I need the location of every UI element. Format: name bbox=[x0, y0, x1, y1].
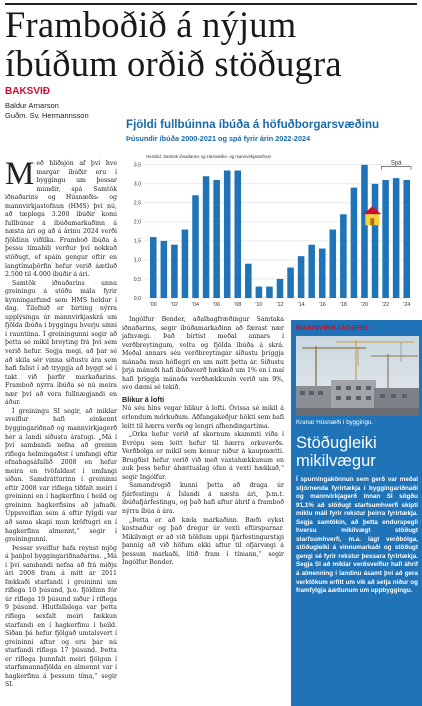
sidebar-body: Í spurningakönnun sem gerð var meðal stjórnenda fyrirtækja í byggingariðnaði og mannvirkjagerð innan SI sögðu 91,1% að stöðugt starfsumhverfi skipti miklu máli fyrir rekstur þeirra fyrirtækja. Segja samtökin, að þetta endurspegli hversu mikilvægt stöðugt starfsumhverfi, m.a. lágt verðbólga, stöðugleiki á vinnumarkaði og stöðugt gengi sé fyrir rekstur þessara fyrirtækja. Segja SI að miklar verðsveiflur hafi áhrif á almenning í landinu ásamt því að gera verktökum erfitt um vik að setja niður og framfylgja áætlunum um uppbyggingu. bbox=[296, 476, 418, 595]
byline-author-1: Baldur Arnarson bbox=[5, 101, 59, 110]
x-tick-label: '14 bbox=[297, 302, 305, 308]
housing-chart bbox=[122, 115, 418, 312]
bylines bbox=[5, 101, 89, 121]
chart-subtitle: Þúsundir íbúða 2000-2021 og spá fyrir árin 2022-2024 bbox=[126, 134, 311, 143]
section-tag: BAKSVIÐ bbox=[5, 86, 51, 97]
bar-2024 bbox=[403, 180, 410, 298]
x-tick-label: '16 bbox=[318, 302, 326, 308]
bar-2014 bbox=[298, 256, 305, 298]
bar-2013 bbox=[287, 268, 294, 298]
x-tick-label: '24 bbox=[403, 302, 411, 308]
x-tick-label: '18 bbox=[339, 302, 347, 308]
bar-2016 bbox=[319, 249, 326, 298]
bar-2009 bbox=[245, 264, 252, 298]
y-tick-label: 1,0 bbox=[133, 257, 141, 264]
sidebar-title-line-1: Stöðugleiki bbox=[296, 434, 377, 452]
headline-line-2: íbúðum orðið stöðugra bbox=[5, 43, 342, 84]
paragraph: Samtök iðnaðarins unnu greiningu á stöðu mála fyrir kynningarfund sem HMS heldur í dag. Tilefnið er birting nýrra upplýsinga úr mannvirkjaskrá um fjölda íbúða í byggingu hverju sinni í rauntíma. Í greiningunni segir að þetta sé mikil breyting frá því sem verið hefur. Segja megi, að þar sé að skila sér vinna síðustu ára sem hafi falist í að tryggja að byggt sé í takt við þarfir markaðarins. Framboð nýrra íbúða sé nú meira nær því að vera fullnægjandi en áður. bbox=[5, 279, 117, 407]
x-tick-label: '06 bbox=[213, 302, 221, 308]
x-tick-label: '08 bbox=[234, 302, 242, 308]
x-tick-label: '20 bbox=[360, 302, 368, 308]
paragraph: Þessar sveiflur hafa reynst mjög á þanþol byggingariðnaðarins. „Má í því sambandi nefna að frá miðju ári 2008 fram á mitt ár 2011 fækkaði starfandi í greininni um ríflega 10 þúsund, þ.e. fjöldinn fór úr ríflega 19 þúsund niður í ríflega 9 þúsund. Hlutfallslega var þetta ríflega sexfalt meiri fækkun starfandi en í hagkerfinu í heild. Síðan þá hefur fjölgað umtalsvert í greininni aftur og eru þar nú starfandi ríflega 17 þúsund. Þetta er ríflega þunnfalt meiri fjölgun í starfsmannafjölda en almennt var í hagkerfinu á þessum tíma,“ segir SI. bbox=[5, 544, 117, 689]
bar-2017 bbox=[330, 230, 337, 299]
bar-2008 bbox=[234, 171, 241, 298]
x-tick-label: '04 bbox=[192, 302, 200, 308]
headline bbox=[5, 5, 419, 83]
bar-2020 bbox=[361, 165, 368, 298]
paragraph: „Þetta er að kæla markaðinn. Bæði eykst kostnaður og það dregur úr vexti eftirspurnar. Mikilvægt er að við höldum uppi fjárfestingarstigi þannig að við höfum ekki aftur til ofjárvægi á þessum markaði, lítið fram í tímann,“ segir Ingólfur Bender. bbox=[122, 516, 284, 567]
subheading: Blikur á lofti bbox=[122, 394, 165, 404]
drop-cap: M bbox=[5, 156, 35, 192]
bar-2001 bbox=[161, 241, 168, 298]
byline-author-2: Guðm. Sv. Hermannsson bbox=[5, 111, 89, 120]
paragraph: Nú séu hins vegar blikur á lofti. Óvissa sé mikil á erlendum mörkuðum. Aðfangakeðjur hökti sem hafi leitt til hærra verðs og lengri afhendingartíma. bbox=[122, 405, 284, 430]
y-tick-label: 3,0 bbox=[133, 181, 141, 188]
sidebar-title-line-2: mikilvægur bbox=[296, 452, 376, 470]
bar-2012 bbox=[277, 279, 284, 298]
chart-svg bbox=[122, 115, 418, 312]
bar-2011 bbox=[266, 287, 273, 298]
headline-line-1: Framboðið á nýjum bbox=[5, 4, 297, 45]
bar-2006 bbox=[213, 180, 220, 298]
paragraph: Í greiningu SI segir, að miklar sveiflur hafi einkennt byggingariðnað og mannvirkjagerð hér á landi síðustu áratugi. „Má í því sambandi nefna að greinin riflega helmingaðist í umfangi eftir efnahagsáfallið 2008 en hefur meira en tvöfaldast í umfangi síðan. Samdrátturinn í greininni eftir 2008 var riflega tíðfalt meiri í greininni en í hagkerfinu í heild og greininn hagkerfisins að jafnaði. Uppsveiflan sem á eftir fylgdi var að sama skapi mun kröftugri en í hagkerfinu almennt,“ segir í greiningunni. bbox=[5, 407, 117, 544]
bar-2004 bbox=[192, 195, 199, 298]
bar-2022 bbox=[382, 180, 389, 298]
bar-2010 bbox=[256, 287, 263, 298]
bar-2002 bbox=[171, 245, 178, 298]
sidebar-title bbox=[296, 434, 420, 470]
y-tick-label: 3,5 bbox=[133, 162, 141, 169]
sidebar-tag: MANNVIRKJAGERÐ bbox=[296, 323, 368, 332]
y-tick-label: 1,5 bbox=[133, 238, 141, 245]
x-tick-label: '22 bbox=[382, 302, 390, 308]
paragraph: Samandregið kunni þetta að draga úr fjárfestingu á Íslandi á næsta ári, þ.m.t. íbúðafjárfestingu, og það hafi aftur áhrif á framboð nýrra íbúa á ára. bbox=[122, 482, 284, 516]
photo-caption: Kranar Húsnæði í byggingu. bbox=[296, 419, 374, 426]
bar-2005 bbox=[203, 176, 210, 298]
bar-2015 bbox=[308, 245, 315, 298]
bar-2021 bbox=[372, 184, 379, 298]
bar-2007 bbox=[224, 171, 231, 298]
bar-2019 bbox=[351, 188, 358, 298]
construction-cranes-photo bbox=[296, 336, 419, 416]
article-column-2 bbox=[122, 316, 284, 568]
house-door-icon bbox=[370, 218, 374, 225]
y-tick-label: 0,0 bbox=[133, 295, 141, 302]
forecast-bracket bbox=[381, 167, 411, 170]
x-tick-label: '00 bbox=[149, 302, 157, 308]
paragraph: Ingólfur Bender, aðalhagfræðingur Samtaka iðnaðarins, segir íbúðamarkaðinn að færast nær jafnvægi. Það birtist meðal annars í verðbreytingum, veltu og fjölda íbúða á skrá. Meðal annars séu verðbreytingar síðustu þriggja mánaða mun hóflegri en um mitt þetta ár. Síðustu þrjá mánuði hafi íbúðaverð hækkað um 1% en í maí hafi þriggja mánaða verðhækkunin verið um 9%, svo dæmi sé tekið. bbox=[122, 316, 284, 392]
x-tick-label: '02 bbox=[170, 302, 178, 308]
x-tick-label: '10 bbox=[255, 302, 263, 308]
bar-2003 bbox=[182, 230, 189, 299]
x-tick-label: '12 bbox=[276, 302, 284, 308]
y-tick-label: 2,0 bbox=[133, 219, 141, 226]
paragraph: „Orka hefur verið af skornum skammti víða í Evrópu sem leitt hefur til hærra orkuverðs. Verðbólga er mikil sem kemur niður á kaupmætti. Brugðist hefur verið við með vaxtahækkunum en auk þess hefur áhættuálag ofan á vexti hækkað,“ segir Ingólfur. bbox=[122, 431, 284, 481]
y-tick-label: 2,5 bbox=[133, 200, 141, 207]
chart-source: Heimild: Samtök iðnaðarins og Húsnæðis- og mannvirkjastofnun bbox=[146, 154, 271, 159]
bar-2000 bbox=[150, 237, 157, 298]
article-column-1 bbox=[5, 156, 117, 690]
sidebar-box bbox=[291, 320, 422, 706]
bar-2018 bbox=[340, 214, 347, 298]
bar-2023 bbox=[393, 178, 400, 298]
forecast-label: Spá bbox=[390, 160, 402, 167]
y-tick-label: 0,5 bbox=[133, 276, 141, 283]
paragraph: eð hliðsjón af því hve margar íbúðir eru í byggingu um þessar mundir, spá Samtök iðnaðarins og Húsnæðis- og mannvirkjastofnun (HMS) því nú, að tæplega 3.200 íbúðir komi fullbúnar á íbúðamarkaðinn á næsta ári og að á árinu 2024 verði fjöldinn viðlíka. Framboð íbúða á þessu tímabili verður því nokkuð stöðugt, ef spáin gengur eftir en langtímaþörfin hefur verið áætluð 2.500 til 4.000 íbúðir á ári. bbox=[5, 160, 117, 279]
chart-title: Fjöldi fullbúinna íbúða á höfuðborgarsvæðinu bbox=[126, 118, 380, 131]
